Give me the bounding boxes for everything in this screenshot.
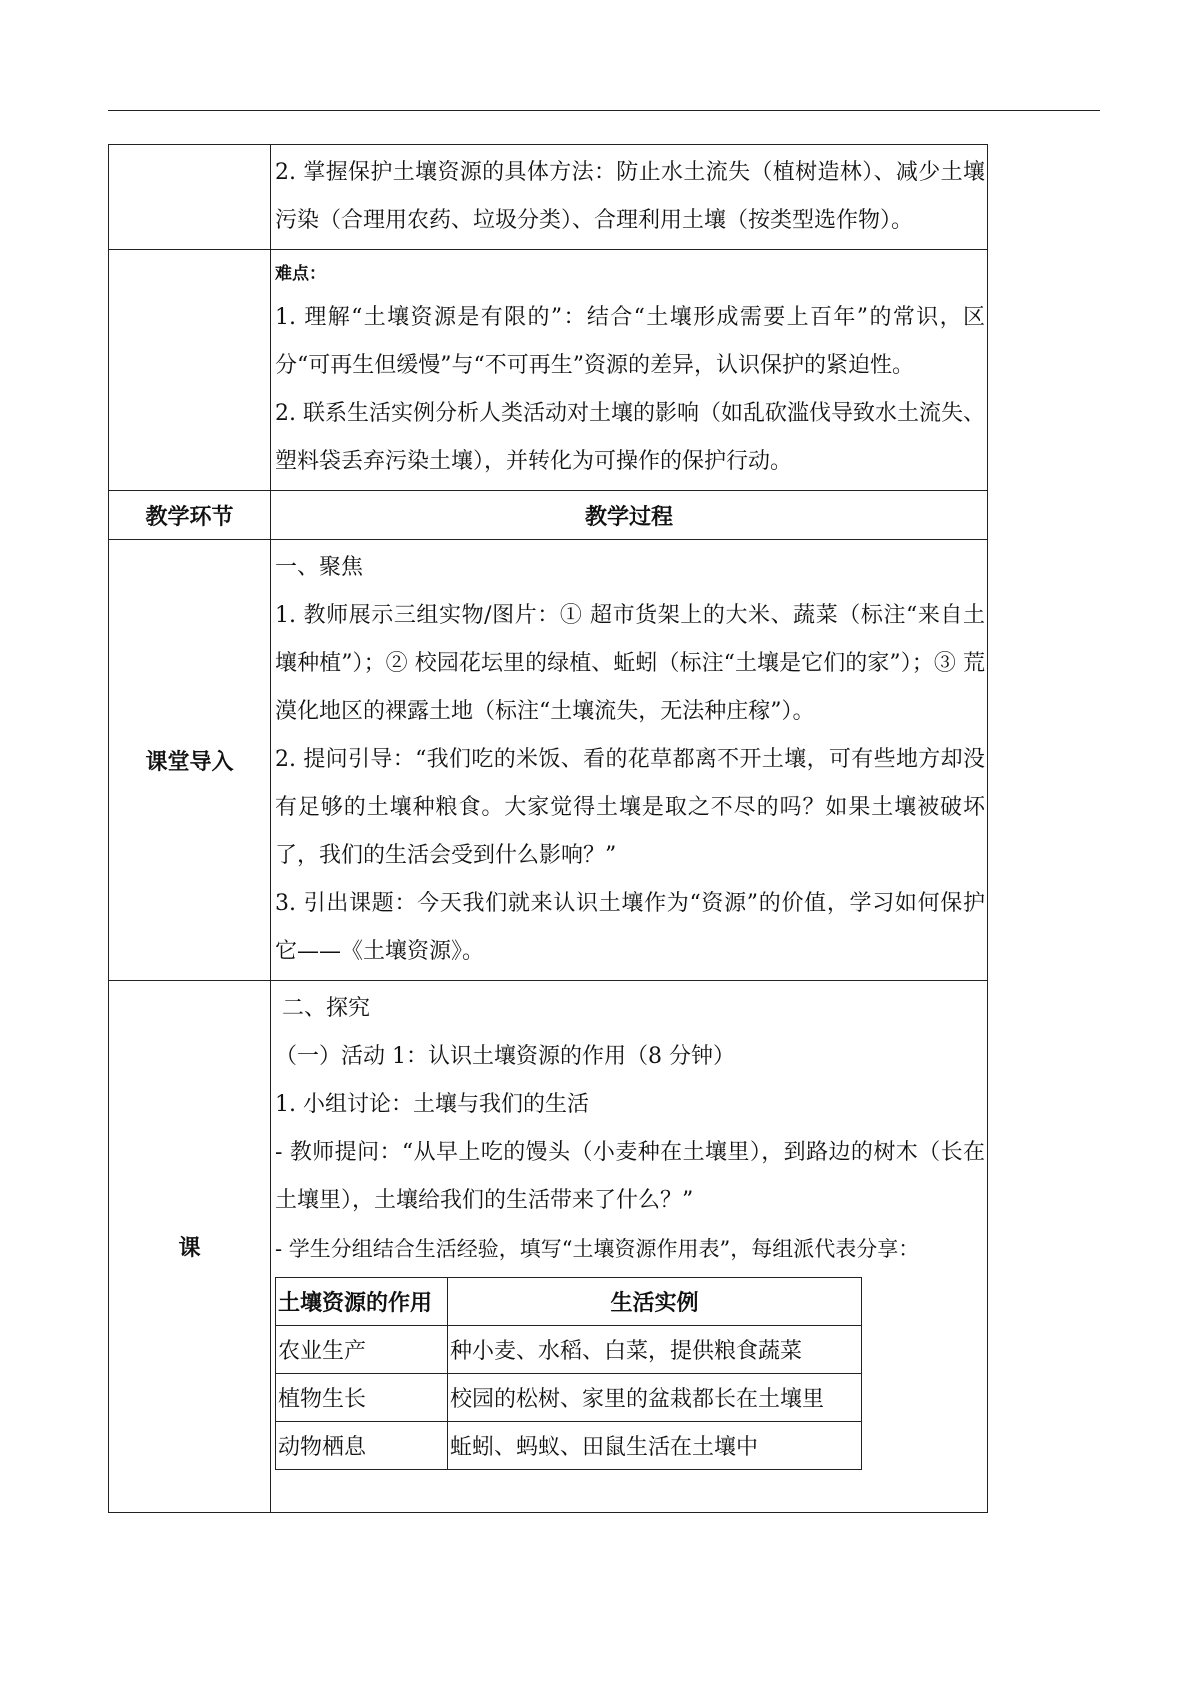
soil-role-cell: 农业生产: [276, 1326, 448, 1374]
intro-paragraph: 3. 引出课题：今天我们就来认识土壤作为“资源”的价值，学习如何保护它——《土壤资源》。: [275, 891, 985, 964]
difficult-points-row: [109, 250, 988, 491]
intro-row: [109, 540, 988, 981]
soil-role-cell: 植物生长: [276, 1374, 448, 1422]
soil-role-cell: 动物栖息: [276, 1422, 448, 1470]
intro-paragraph: 1. 教师展示三组实物/图片：① 超市货架上的大米、蔬菜（标注“来自土壤种植”）；② 校园花坛里的绿植、蚯蚓（标注“土壤是它们的家”）；③ 荒漠化地区的裸露土地（标注“土壤流失，无法种庄稼”）。: [275, 603, 985, 724]
empty-label-cell: [109, 250, 271, 491]
lesson-plan-table: [108, 144, 988, 1513]
explore-paragraph: - 学生分组结合生活经验，填写“土壤资源作用表”，每组派代表分享：: [275, 1237, 920, 1261]
table-header-row: [109, 491, 988, 540]
soil-role-header: 土壤资源的作用: [276, 1278, 448, 1326]
table-row: [276, 1422, 862, 1470]
key-points-cell: [271, 145, 988, 250]
difficult-point: 1. 理解“土壤资源是有限的”：结合“土壤形成需要上百年”的常识，区分“可再生但缓慢”与“不可再生”资源的差异，认识保护的紧迫性。: [275, 305, 985, 378]
difficult-label: 难点：: [275, 264, 326, 284]
explore-row: [109, 981, 988, 1513]
explore-content: [271, 981, 988, 1513]
soil-example-cell: 蚯蚓、蚂蚁、田鼠生活在土壤中: [448, 1422, 862, 1470]
key-points-row: [109, 145, 988, 250]
stage-header: 教学环节: [109, 491, 271, 540]
explore-paragraph: - 教师提问：“从早上吃的馒头（小麦种在土壤里），到路边的树木（长在土壤里），土壤给我们的生活带来了什么？”: [275, 1140, 985, 1213]
header-rule: [108, 110, 1100, 111]
explore-paragraph: 1. 小组讨论：土壤与我们的生活: [275, 1092, 589, 1117]
table-row: [276, 1326, 862, 1374]
soil-role-header-row: [276, 1278, 862, 1326]
explore-label: 课: [109, 981, 271, 1513]
soil-example-cell: 种小麦、水稻、白菜，提供粮食蔬菜: [448, 1326, 862, 1374]
intro-label: 课堂导入: [109, 540, 271, 981]
explore-paragraph: 二、探究: [275, 996, 370, 1021]
difficult-point: 2. 联系生活实例分析人类活动对土壤的影响（如乱砍滥伐导致水土流失、塑料袋丢弃污染土壤），并转化为可操作的保护行动。: [275, 401, 985, 474]
intro-content: [271, 540, 988, 981]
table-row: [276, 1374, 862, 1422]
explore-paragraph: （一）活动 1：认识土壤资源的作用（8 分钟）: [275, 1044, 735, 1069]
empty-label-cell: [109, 145, 271, 250]
intro-paragraph: 一、聚焦: [275, 555, 364, 580]
difficult-points-cell: [271, 250, 988, 491]
soil-role-table: [275, 1277, 862, 1470]
soil-example-cell: 校园的松树、家里的盆栽都长在土壤里: [448, 1374, 862, 1422]
intro-paragraph: 2. 提问引导：“我们吃的米饭、看的花草都离不开土壤，可有些地方却没有足够的土壤种粮食。大家觉得土壤是取之不尽的吗？如果土壤被破坏了，我们的生活会受到什么影响？”: [275, 747, 985, 868]
key-point-2: 2. 掌握保护土壤资源的具体方法：防止水土流失（植树造林）、减少土壤污染（合理用农药、垃圾分类）、合理利用土壤（按类型选作物）。: [275, 160, 985, 233]
process-header: 教学过程: [271, 491, 988, 540]
soil-role-header: 生活实例: [448, 1278, 862, 1326]
